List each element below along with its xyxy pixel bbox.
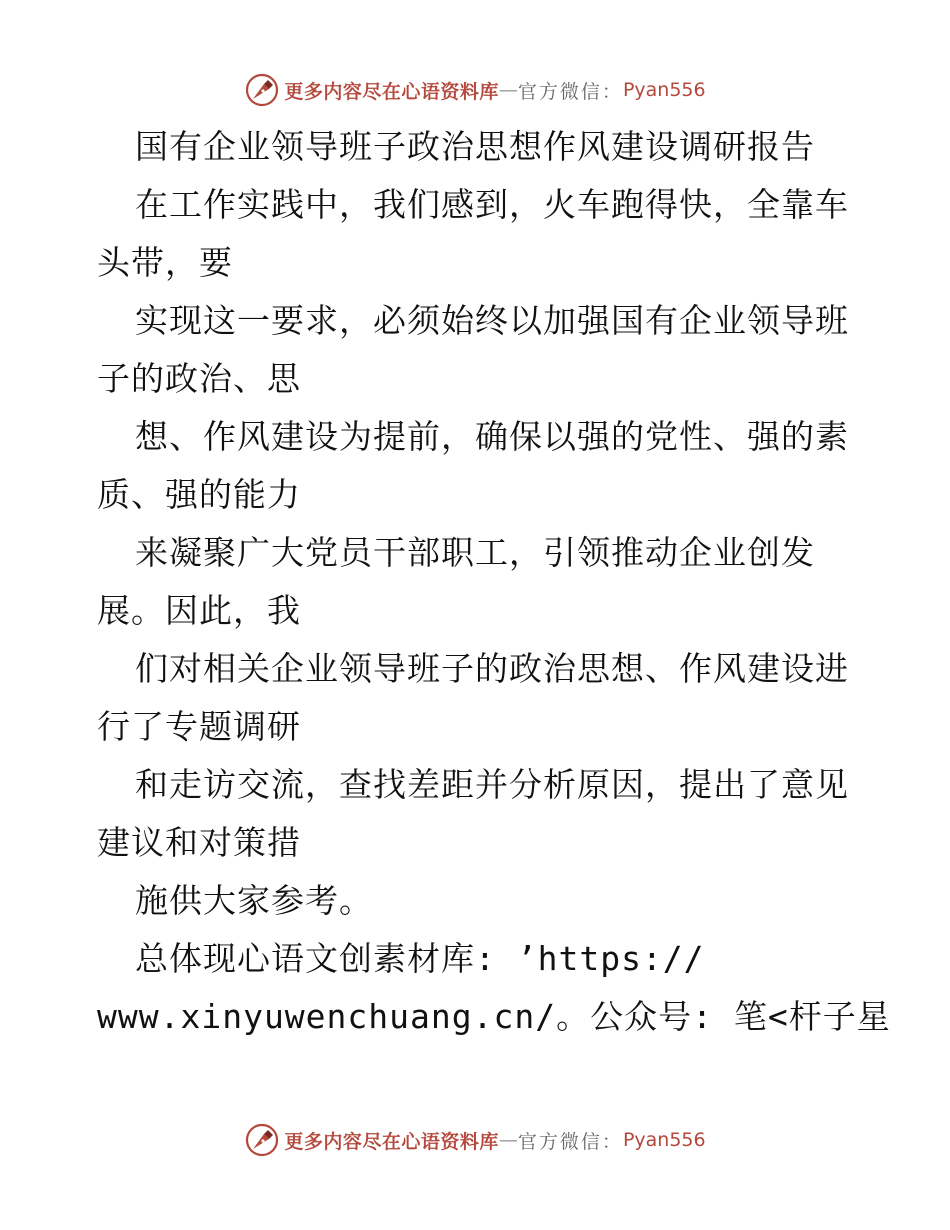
header-banner <box>0 70 950 110</box>
document-line: 总体现心语文创素材库: ’https:// <box>135 939 705 978</box>
document-line: www.xinyuwenchuang.cn/。公众号: 笔<杆子星 <box>97 997 891 1036</box>
document-line: 展。因此，我 <box>97 591 301 630</box>
header-banner-separator: — <box>498 79 518 101</box>
document-line: 施供大家参考。 <box>135 881 373 920</box>
pen-nib-logo-icon <box>244 72 280 108</box>
footer-wechat-label: 官方微信： <box>517 1130 623 1153</box>
footer-banner-text: 更多内容尽在心语资料库 <box>284 1130 499 1153</box>
footer-banner <box>0 1120 950 1160</box>
document-line: 建议和对策措 <box>97 823 301 862</box>
document-line: 质、强的能力 <box>97 475 301 514</box>
footer-wechat-id: Pyan556 <box>622 1129 706 1151</box>
document-line: 实现这一要求，必须始终以加强国有企业领导班 <box>135 301 849 340</box>
pen-nib-logo-icon <box>244 1122 280 1158</box>
document-line: 在工作实践中，我们感到，火车跑得快，全靠车 <box>135 185 849 224</box>
document-line: 子的政治、思 <box>97 359 301 398</box>
document-line: 头带，要 <box>97 243 233 282</box>
document-line: 国有企业领导班子政治思想作风建设调研报告 <box>135 127 815 166</box>
document-body <box>97 118 891 1046</box>
header-wechat-id: Pyan556 <box>622 79 706 101</box>
document-line: 行了专题调研 <box>97 707 301 746</box>
footer-banner-separator: — <box>498 1129 518 1151</box>
document-line: 想、作风建设为提前，确保以强的党性、强的素 <box>135 417 849 456</box>
header-wechat-label: 官方微信： <box>517 80 623 103</box>
header-banner-text: 更多内容尽在心语资料库 <box>284 80 499 103</box>
document-line: 来凝聚广大党员干部职工，引领推动企业创发 <box>135 533 815 572</box>
document-line: 们对相关企业领导班子的政治思想、作风建设进 <box>135 649 849 688</box>
document-line: 和走访交流，查找差距并分析原因，提出了意见 <box>135 765 849 804</box>
